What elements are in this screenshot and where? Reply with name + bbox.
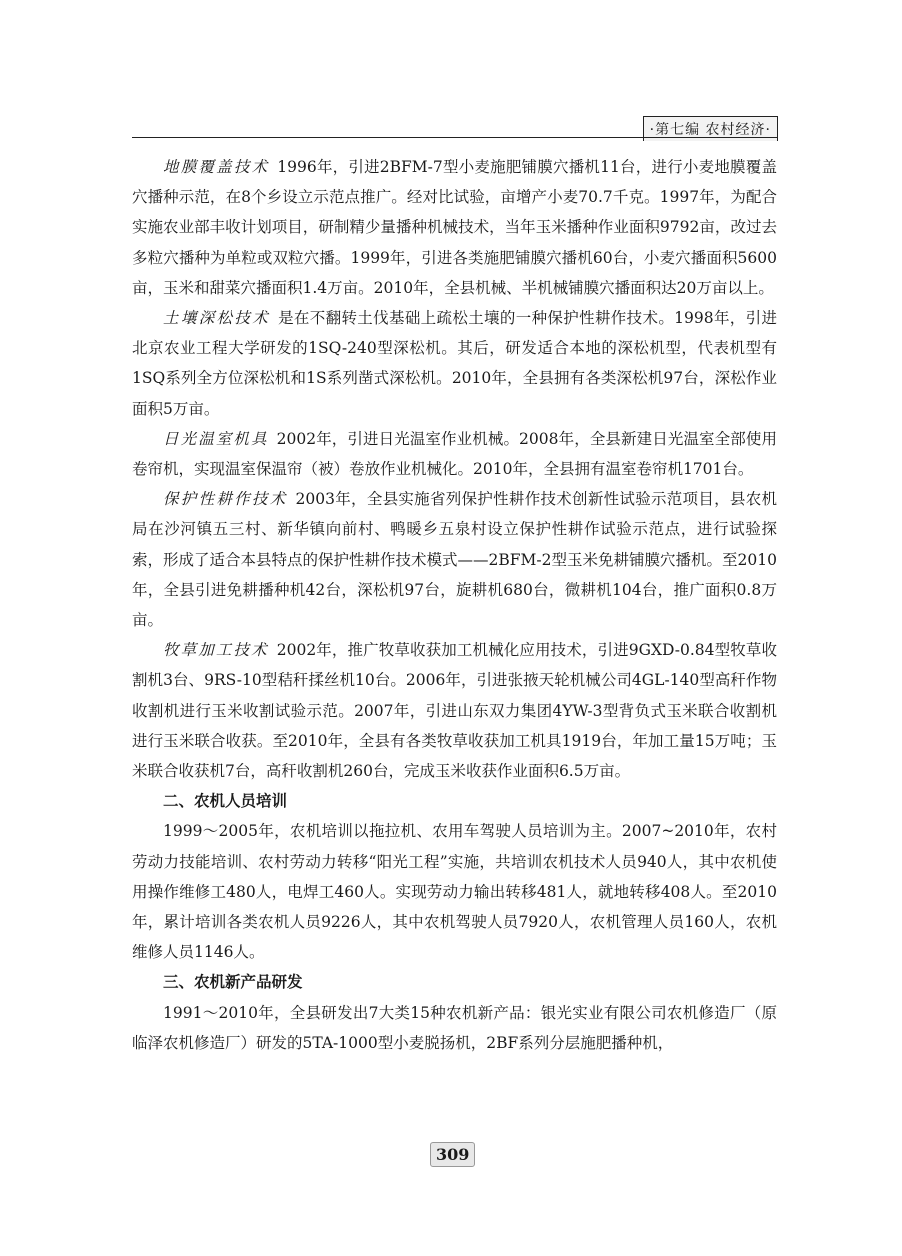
section-title-new-products: 三、农机新产品研发 <box>163 972 303 992</box>
paragraph-new-products: 1991～2010年，全县研发出7大类15种农机新产品：银光实业有限公司农机修造厂（原临泽农机修造厂）研发的5TA-1000型小麦脱扬机，2BF系列分层施肥播种机， <box>132 1003 777 1052</box>
paragraph-greenhouse-machinery <box>132 424 777 484</box>
paragraph-training: 1999～2005年，农机培训以拖拉机、农用车驾驶人员培训为主。2007~2010年，农村劳动力技能培训、农村劳动力转移“阳光工程”实施，共培训农机技术人员940人，其中农机使用操作维修工480人，电焊工460人。实现劳动力输出转移481人，就地转移408人。至2010年，累计培训各类农机人员9226人，其中农机驾驶人员7920人，农机管理人员160人，农机维修人员1146人。 <box>132 822 777 962</box>
paragraph-conservation-tillage <box>132 484 777 635</box>
paragraph-subsoiling-tech <box>132 303 777 424</box>
section-title-training: 二、农机人员培训 <box>163 791 288 811</box>
page-body <box>132 152 777 1058</box>
paragraph-text: 是在不翻转土伐基础上疏松土壤的一种保护性耕作技术。1998年，引进北京农业工程大学研发的1SQ-240型深松机。其后，研发适合本地的深松机型，代表机型有1SQ系列全方位深松机和1S系列凿式深松机。2010年，全县拥有各类深松机97台，深松作业面积5万亩。 <box>132 309 777 418</box>
paragraph-text: 1996年，引进2BFM-7型小麦施肥铺膜穴播机11台，进行小麦地膜覆盖穴播种示范，在8个乡设立示范点推广。经对比试验，亩增产小麦70.7千克。1997年，为配合实施农业部丰收计划项目，研制精少量播种机械技术，当年玉米播种作业面积9792亩，改过去多粒穴播种为单粒或双粒穴播。1999年，引进各类施肥铺膜穴播机60台，小麦穴播面积5600亩，玉米和甜菜穴播面积1.4万亩。2010年，全县机械、半机械铺膜穴播面积达20万亩以上。 <box>132 158 777 297</box>
paragraph-forage-processing <box>132 635 777 786</box>
paragraph-lead: 牧草加工技术 <box>163 641 269 660</box>
paragraph-text: 2002年，推广牧草收获加工机械化应用技术，引进9GXD-0.84型牧草收割机3台、9RS-10型秸秆揉丝机10台。2006年，引进张掖天轮机械公司4GL-140型高秆作物收割机进行玉米收割试验示范。2007年，引进山东双力集团4YW-3型背负式玉米联合收割机进行玉米联合收获。至2010年，全县有各类牧草收获加工机具1919台，年加工量15万吨；玉米联合收获机7台，高秆收割机260台，完成玉米收获作业面积6.5万亩。 <box>132 641 777 781</box>
paragraph-lead: 地膜覆盖技术 <box>163 158 270 176</box>
paragraph-lead: 保护性耕作技术 <box>163 490 288 509</box>
paragraph-text: 2002年，引进日光温室作业机械。2008年，全县新建日光温室全部使用卷帘机，实现温室保温帘（被）卷放作业机械化。2010年，全县拥有温室卷帘机1701台。 <box>132 429 777 479</box>
paragraph-lead: 日光温室机具 <box>163 429 269 448</box>
page-number: 309 <box>430 1142 475 1167</box>
paragraph-mulch-tech <box>132 152 777 303</box>
paragraph-lead: 土壤深松技术 <box>163 309 271 328</box>
chapter-header: ·第七编 农村经济· <box>643 116 778 141</box>
paragraph-text: 2003年，全县实施省列保护性耕作技术创新性试验示范项目，县农机局在沙河镇五三村、新华镇向前村、鸭暖乡五泉村设立保护性耕作试验示范点，进行试验探索，形成了适合本县特点的保护性耕作技术模式——2BFM-2型玉米免耕铺膜穴播机。至2010年，全县引进免耕播种机42台，深松机97台，旋耕机680台，微耕机104台，推广面积0.8万亩。 <box>132 490 777 630</box>
header-rule <box>132 137 777 138</box>
